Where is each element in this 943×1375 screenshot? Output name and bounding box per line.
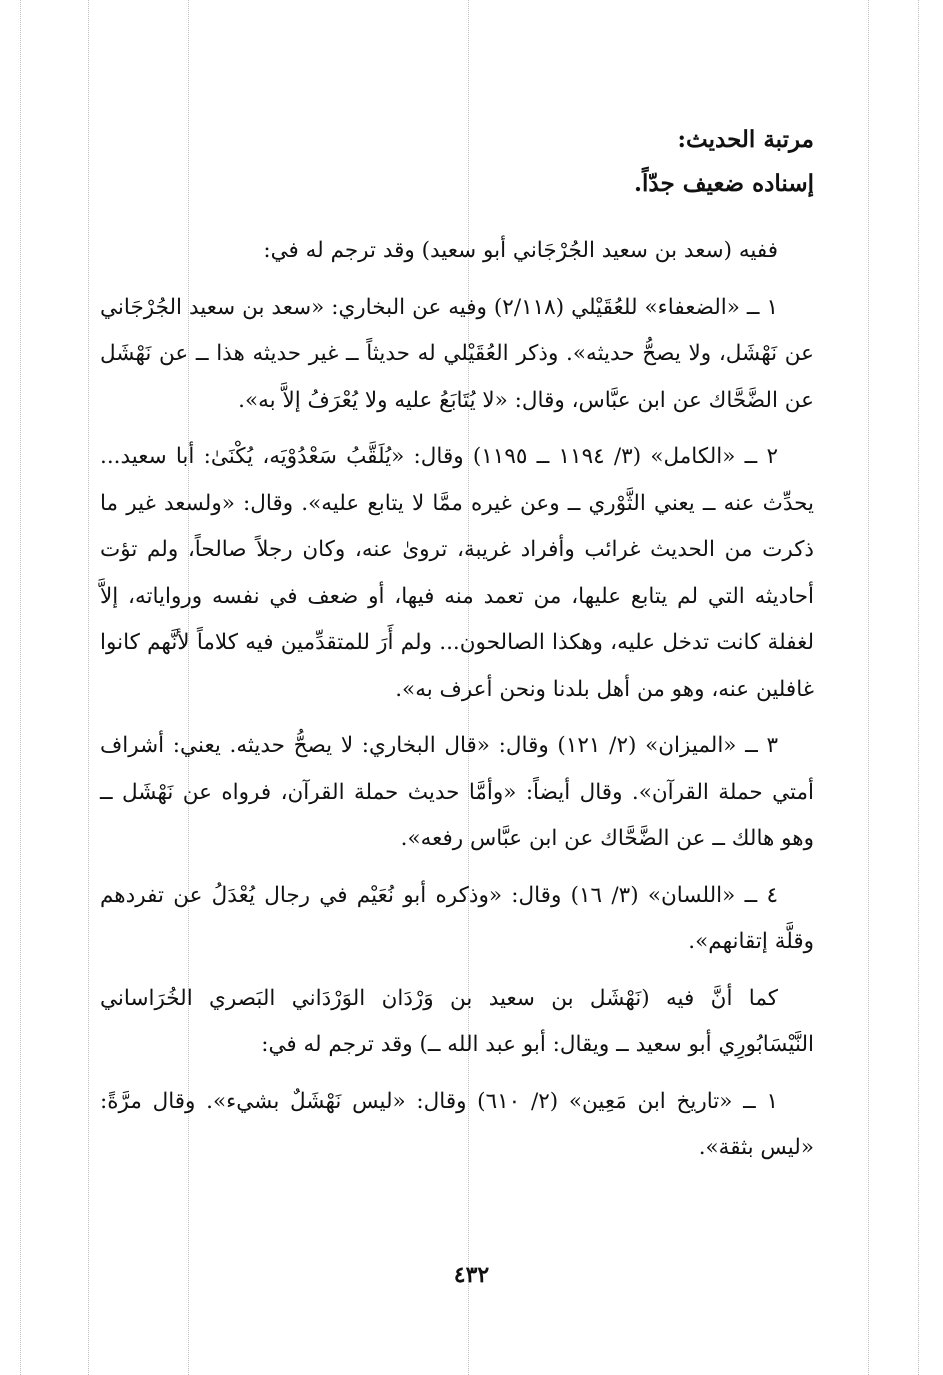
page-number: ٤٣٢ [453,1262,490,1288]
paragraph-item-2: ٢ ــ «الكامل» (٣/ ١١٩٤ ــ ١١٩٥) وقال: «يُلَقَّبُ سَعْدُوْيَه، يُكْنَىٰ: أبا سعيد... يحدِّث عنه ــ يعني الثَّوْري ــ وعن غيره ممَّا لا يتابع عليه». وقال: «ولسعد غير ما ذكرت من الحديث غرائب وأفراد غريبة، تروىٰ عنه، وكان رجلاً صالحاً، ولم تؤت أحاديثه التي لم يتابع عليها، من تعمد منه فيها، أو ضعف في نفسه ورواياته، إلاَّ لغفلة كانت تدخل عليه، وهكذا الصالحون... ولم أَرَ للمتقدِّمين فيه كلاماً لأنَّهم كانوا غافلين عنه، وهو من أهل بلدنا ونحن أعرف به». [100,444,814,702]
page-body [100,118,814,1182]
paragraph-item-4: ٤ ــ «اللسان» (٣/ ١٦) وقال: «وذكره أبو نُعَيْم في رجال يُعْدَلُ عن تفردهم وقلَّة إتقانهم». [100,882,814,954]
paragraph-item-1: ١ ــ «الضعفاء» للعُقَيْلي (٢/١١٨) وفيه عن البخاري: «سعد بن سعيد الجُرْجَاني عن نَهْشَل، ولا يصحُّ حديثه». وذكر العُقَيْلي له حديثاً ــ غير حديثه هذا ــ عن نَهْشَل عن الضَّحَّاك عن ابن عبَّاس، وقال: «لا يُتَابَعُ عليه ولا يُعْرَفُ إلاَّ به». [100,294,814,413]
paragraph-intro: ففيه (سعد بن سعيد الجُرْجَاني أبو سعيد) وقد ترجم له في: [263,238,778,263]
section-heading: مرتبة الحديث: [677,126,814,153]
paragraph-item-5: ١ ــ «تاريخ ابن مَعِين» (٢/ ٦١٠) وقال: «ليس نَهْشَلٌ بشيء». وقال مرَّةً: «ليس بثقة». [100,1088,814,1160]
paragraph-item-3: ٣ ــ «الميزان» (٢/ ١٢١) وقال: «قال البخاري: لا يصحُّ حديثه. يعني: أشراف أمتي حملة القرآن». وقال أيضاً: «وأمَّا حديث حملة القرآن، فرواه عن نَهْشَل ــ وهو هالك ــ عن الضَّحَّاك عن ابن عبَّاس رفعه». [100,733,814,851]
scan-margin-line [88,0,89,1375]
scan-margin-line [868,0,869,1375]
scan-margin-line [20,0,21,1375]
section-verdict: إسناده ضعيف جدّاً. [634,170,814,197]
paragraph-second-narrator: كما أنَّ فيه (نَهْشَل بن سعيد بن وَرْدَان الوَرْدَاني البَصري الخُرَاساني النَّيْسَابُورِي أبو سعيد ــ ويقال: أبو عبد الله ــ) وقد ترجم له في: [100,985,814,1057]
scan-margin-line [918,0,919,1375]
